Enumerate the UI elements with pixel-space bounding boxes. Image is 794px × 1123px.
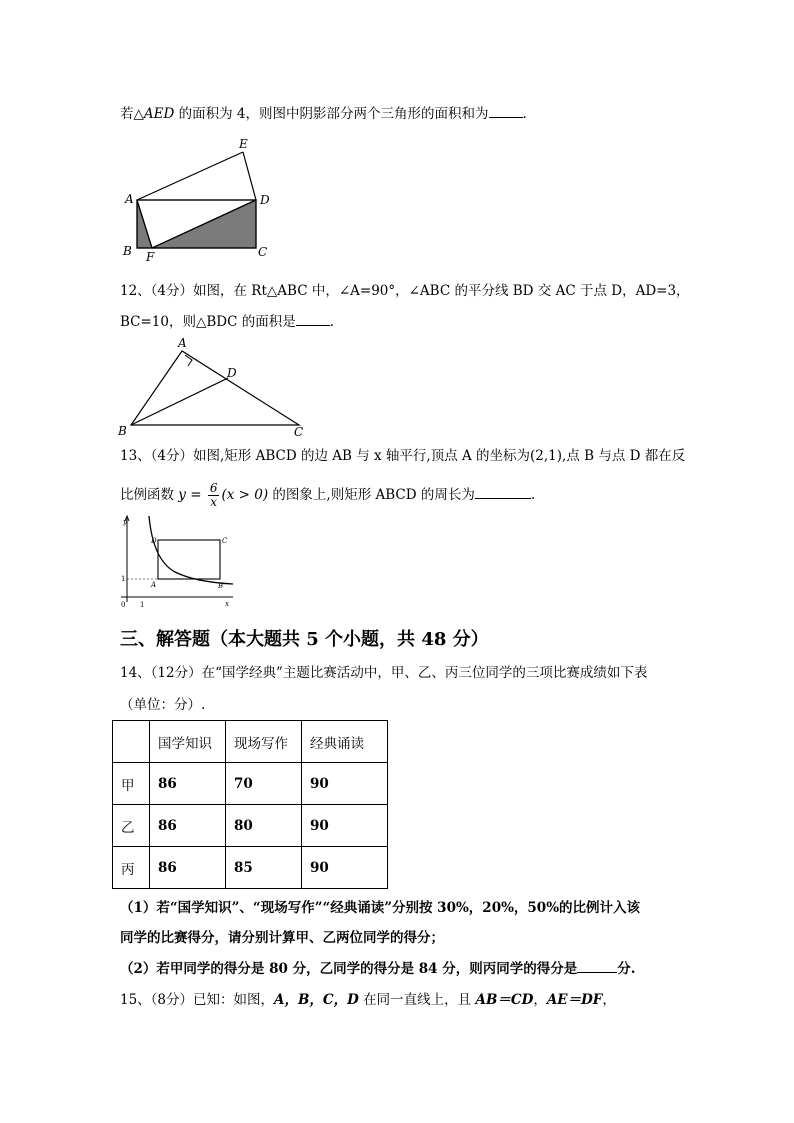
segment-ed bbox=[243, 152, 256, 200]
table-row bbox=[113, 805, 388, 847]
q12-end: . bbox=[329, 314, 335, 330]
q13-line1: 13、（4分）如图,矩形 ABCD 的边 AB 与 x 轴平行,顶点 A 的坐标为(2,1),点 B 与点 D 都在反 bbox=[120, 448, 686, 464]
q14-sub1-line1: （1）若“国学知识”、“现场写作”“经典诵读”分别按 30%，20%，50%的比例计入该 bbox=[120, 900, 641, 916]
label-b: B bbox=[118, 424, 127, 438]
section-heading: 三、解答题（本大题共 5 个小题，共 48 分） bbox=[120, 629, 489, 650]
q11-answer-blank[interactable] bbox=[489, 117, 523, 118]
table-row bbox=[113, 763, 388, 805]
q11-end: . bbox=[522, 106, 527, 122]
label-b: B bbox=[123, 244, 132, 258]
q13-end: . bbox=[530, 487, 536, 503]
table-cell: 丙 bbox=[113, 847, 150, 889]
q11-text bbox=[120, 105, 527, 123]
q15-end: ， bbox=[602, 992, 616, 1008]
segment-bd bbox=[131, 378, 228, 425]
q14-answer-blank[interactable] bbox=[577, 972, 617, 973]
label-d: D bbox=[260, 193, 270, 207]
q13-line2-pre: 比例函数 bbox=[120, 487, 179, 503]
q13-func-domain: (x > 0) bbox=[221, 487, 269, 503]
label-x: x bbox=[225, 600, 229, 608]
label-d: D bbox=[227, 366, 237, 380]
q15-line bbox=[120, 991, 616, 1009]
q14-sub1-line2: 同学的比赛得分，请分别计算甲、乙两位同学的得分； bbox=[120, 930, 444, 946]
q13-line2-post: 的图象上,则矩形 ABCD 的周长为 bbox=[268, 487, 475, 503]
q14-line2: （单位：分）. bbox=[120, 697, 206, 713]
q12-answer-blank[interactable] bbox=[296, 325, 330, 326]
header-cell: 现场写作 bbox=[226, 721, 302, 763]
q11-rest: 的面积为 4，则图中阴影部分两个三角形的面积和为 bbox=[174, 106, 489, 122]
q15-eq1: AB＝CD bbox=[475, 992, 534, 1008]
label-c: C bbox=[222, 537, 228, 545]
header-cell: 国学知识 bbox=[150, 721, 226, 763]
table-cell: 甲 bbox=[113, 763, 150, 805]
q14-sub2-text: （2）若甲同学的得分是 80 分，乙同学的得分是 84 分，则丙同学的得分是 bbox=[120, 961, 578, 977]
table-cell: 86 bbox=[150, 805, 226, 847]
q11-prefix: 若△ bbox=[120, 106, 144, 122]
q13-frac-den: x bbox=[210, 495, 218, 509]
header-cell: 经典诵读 bbox=[302, 721, 388, 763]
q12-line2-text: BC=10，则△BDC 的面积是 bbox=[120, 314, 296, 330]
figure-q12 bbox=[115, 333, 315, 443]
label-one-x: 1 bbox=[140, 601, 145, 609]
label-d: D bbox=[151, 537, 157, 545]
q15-prefix: 15、（8分）已知：如图， bbox=[120, 992, 275, 1008]
q11-triangle: AED bbox=[143, 106, 175, 122]
label-f: F bbox=[146, 250, 155, 264]
table-row bbox=[113, 847, 388, 889]
label-origin: 0 bbox=[121, 601, 126, 609]
table-header-row bbox=[113, 721, 388, 763]
figure-q13 bbox=[115, 512, 240, 612]
label-one-y: 1 bbox=[121, 575, 126, 583]
q15-middle: 在同一直线上，且 bbox=[358, 992, 476, 1008]
q13-func-eq: = bbox=[185, 487, 206, 503]
table-cell: 80 bbox=[226, 805, 302, 847]
table-cell: 90 bbox=[302, 763, 388, 805]
q12-line2 bbox=[120, 313, 334, 331]
scores-table bbox=[112, 720, 388, 889]
triangle-abc bbox=[131, 351, 299, 425]
q14-sub2 bbox=[120, 960, 635, 978]
q13-answer-blank[interactable] bbox=[475, 498, 531, 499]
label-a: A bbox=[151, 581, 157, 589]
table-cell: 90 bbox=[302, 805, 388, 847]
label-a: A bbox=[125, 192, 134, 206]
table-cell: 90 bbox=[302, 847, 388, 889]
q13-fraction bbox=[208, 482, 220, 509]
figure-q11 bbox=[115, 135, 285, 265]
label-a: A bbox=[178, 336, 187, 350]
label-c: C bbox=[294, 425, 304, 439]
q14-sub2-end: 分. bbox=[617, 961, 636, 977]
table-cell: 70 bbox=[226, 763, 302, 805]
segment-ae bbox=[137, 152, 243, 200]
label-y: y bbox=[123, 518, 127, 526]
table-cell: 86 bbox=[150, 763, 226, 805]
q14-line1: 14、（12分）在“国学经典”主题比赛活动中，甲、乙、丙三位同学的三项比赛成绩如下表 bbox=[120, 665, 648, 681]
label-c: C bbox=[258, 245, 268, 259]
q15-sep: ， bbox=[533, 992, 547, 1008]
header-cell bbox=[113, 721, 150, 763]
rectangle-abcd bbox=[158, 540, 220, 579]
label-e: E bbox=[239, 137, 248, 151]
q13-func-y: y bbox=[178, 487, 186, 503]
q13-frac-num: 6 bbox=[209, 481, 218, 495]
q15-points: A，B，C，D bbox=[274, 992, 359, 1008]
table-cell: 85 bbox=[226, 847, 302, 889]
q13-line2 bbox=[120, 482, 535, 509]
label-b: B bbox=[218, 582, 224, 590]
q12-line1: 12、（4分）如图，在 Rt△ABC 中，∠A=90°，∠ABC 的平分线 BD 交 AC 于点 D，AD=3， bbox=[120, 283, 690, 299]
table-cell: 86 bbox=[150, 847, 226, 889]
q15-eq2: AE＝DF bbox=[546, 992, 603, 1008]
table-cell: 乙 bbox=[113, 805, 150, 847]
